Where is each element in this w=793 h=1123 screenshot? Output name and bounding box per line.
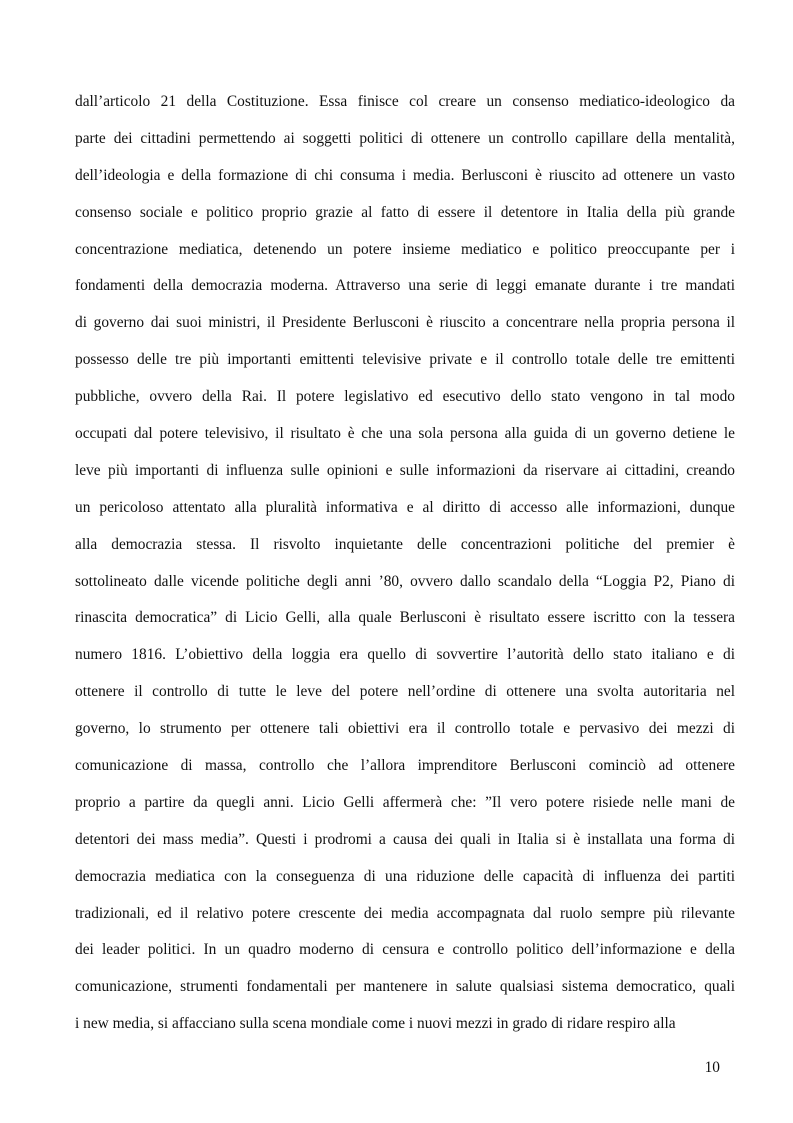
text-line: tradizionali, ed il relativo potere crescente dei media accompagnata dal ruolo sempre più rilevante xyxy=(75,904,735,922)
text-line: di governo dai suoi ministri, il Presidente Berlusconi è riuscito a concentrare nella propria persona il xyxy=(75,314,735,332)
text-line: ottenere il controllo di tutte le leve del potere nell’ordine di ottenere una svolta autoritaria nel xyxy=(75,683,735,701)
text-line: sottolineato dalle vicende politiche degli anni ’80, ovvero dallo scandalo della “Loggia P2, Piano di xyxy=(75,572,735,590)
text-line: possesso delle tre più importanti emittenti televisive private e il controllo totale delle tre emittenti xyxy=(75,351,735,369)
text-line: proprio a partire da quegli anni. Licio Gelli affermerà che: ”Il vero potere risiede nelle mani de xyxy=(75,793,735,811)
text-line: comunicazione di massa, controllo che l’allora imprenditore Berlusconi cominciò ad ottenere xyxy=(75,757,735,775)
text-line: concentrazione mediatica, detenendo un potere insieme mediatico e politico preoccupante per i xyxy=(75,240,735,258)
text-line: dall’articolo 21 della Costituzione. Essa finisce col creare un consenso mediatico-ideologico da xyxy=(75,93,735,110)
text-line: un pericoloso attentato alla pluralità informativa e al diritto di accesso alle informazioni, dunque xyxy=(75,498,735,516)
text-line: leve più importanti di influenza sulle opinioni e sulle informazioni da riservare ai cittadini, creando xyxy=(75,461,735,479)
text-line: democrazia mediatica con la conseguenza di una riduzione delle capacità di influenza dei partiti xyxy=(75,867,735,885)
text-line: i new media, si affacciano sulla scena mondiale come i nuovi mezzi in grado di ridare respiro alla xyxy=(75,1015,676,1033)
text-line: occupati dal potere televisivo, il risultato è che una sola persona alla guida di un governo detiene le xyxy=(75,425,735,443)
text-line: detentori dei mass media”. Questi i prodromi a causa dei quali in Italia si è installata una forma di xyxy=(75,830,735,848)
text-line: alla democrazia stessa. Il risvolto inquietante delle concentrazioni politiche del premier è xyxy=(75,535,735,553)
text-line: fondamenti della democrazia moderna. Attraverso una serie di leggi emanate durante i tre mandati xyxy=(75,277,735,295)
text-line: pubbliche, ovvero della Rai. Il potere legislativo ed esecutivo dello stato vengono in tal modo xyxy=(75,388,735,406)
text-line: numero 1816. L’obiettivo della loggia era quello di sovvertire l’autorità dello stato italiano e di xyxy=(75,646,735,664)
text-line: dei leader politici. In un quadro moderno di censura e controllo politico dell’informazione e della xyxy=(75,941,735,959)
text-line: comunicazione, strumenti fondamentali per mantenere in salute qualsiasi sistema democratico, quali xyxy=(75,978,735,996)
text-line: governo, lo strumento per ottenere tali obiettivi era il controllo totale e pervasivo dei mezzi di xyxy=(75,720,735,738)
text-line: rinascita democratica” di Licio Gelli, alla quale Berlusconi è risultato essere iscritto con la tessera xyxy=(75,609,735,627)
text-line: consenso sociale e politico proprio grazie al fatto di essere il detentore in Italia della più grande xyxy=(75,203,735,221)
page-number: 10 xyxy=(704,1059,720,1076)
text-line: parte dei cittadini permettendo ai soggetti politici di ottenere un controllo capillare della mentalità, xyxy=(75,129,735,147)
body-paragraph xyxy=(75,90,735,1049)
text-line: dell’ideologia e della formazione di chi consuma i media. Berlusconi è riuscito ad ottenere un vasto xyxy=(75,166,735,184)
